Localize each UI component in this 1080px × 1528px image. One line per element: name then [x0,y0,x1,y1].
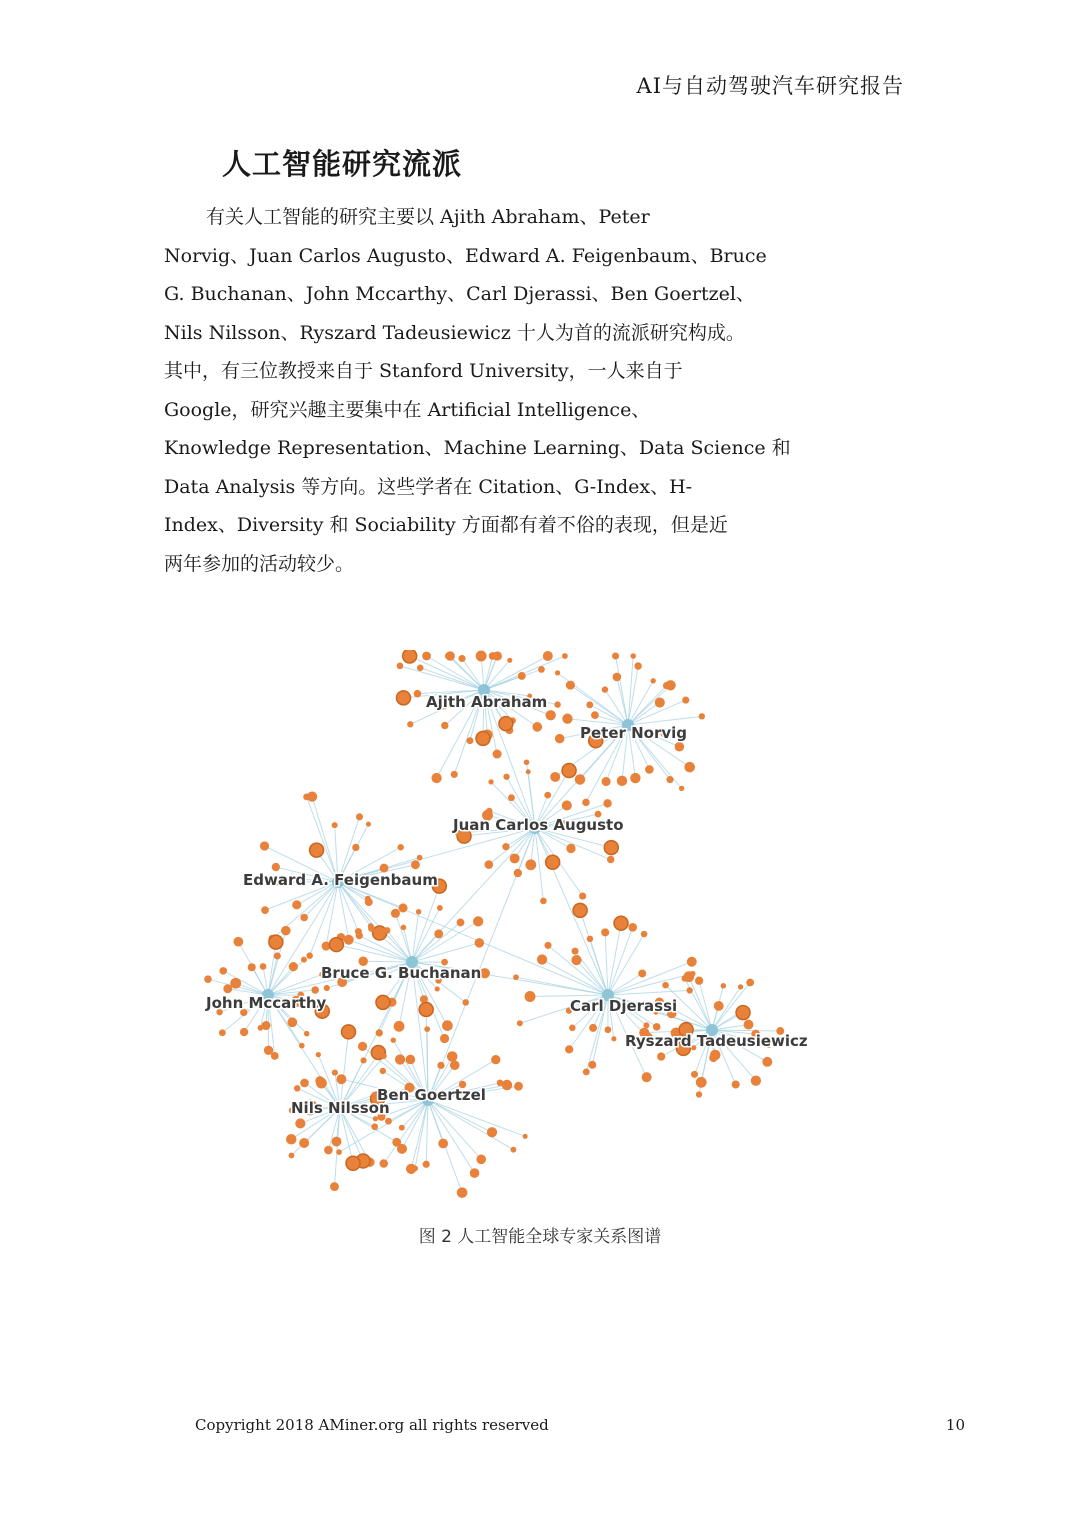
collaborator-node [762,1057,772,1067]
collaborator-node [360,1057,366,1063]
collaborator-node [299,1138,309,1148]
collaborator-node [628,923,637,932]
collaborator-node [260,963,267,970]
collaborator-node [554,701,560,707]
collaborator-node [422,652,431,661]
collaborator-node [368,925,374,931]
paragraph-line: 其中，有三位教授来自于 Stanford University，一人来自于 [164,360,683,382]
collaborator-node [537,954,547,964]
collaborator-node [311,986,319,994]
collaborator-node [488,779,493,784]
collaborator-node [475,938,485,948]
collaborator-node [476,731,490,745]
collaborator-node [562,800,572,810]
collaborator-node [310,843,324,857]
collaborator-node [299,1043,305,1049]
collaborator-edge [428,1100,525,1136]
collaborator-node [544,942,551,949]
collaborator-node [573,903,587,917]
collaborator-node [365,898,373,906]
collaborator-node [447,1051,458,1062]
collaborator-node [543,651,553,661]
collaborator-node [391,909,400,918]
collaborator-node [510,853,520,863]
collaborator-node [384,927,391,934]
collaborator-node [540,898,547,905]
collaborator-node [572,948,579,955]
collaborator-node [376,1029,383,1036]
collaborator-node [324,985,330,991]
collaborator-node [342,1025,356,1039]
paragraph-line: Index、Diversity 和 Sociability 方面都有着不俗的表现，但是近 [164,514,728,536]
collaborator-node [332,1137,342,1147]
collaborator-node [583,1068,590,1075]
expert-label: Ajith Abraham [426,693,548,711]
collaborator-node [417,664,424,671]
collaborator-node [487,1127,497,1137]
collaborator-node [502,843,509,850]
collaborator-node [666,776,673,783]
collaborator-node [219,967,227,975]
collaborator-node [571,955,581,965]
collaborator-node [653,1023,661,1031]
collaborator-node [356,932,363,939]
collaborator-node [591,711,599,719]
collaborator-node [445,652,452,659]
collaborator-edge [608,974,693,995]
collaborator-node [416,909,421,914]
collaborator-node [714,1001,724,1011]
collaborator-node [684,762,695,773]
collaborator-node [373,926,387,940]
collaborator-node [336,1149,342,1155]
collaborator-edge [410,656,484,690]
collaborator-node [435,986,440,991]
collaborator-node [431,773,441,783]
collaborator-node [526,769,531,774]
collaborator-node [687,957,697,967]
collaborator-node [546,855,560,869]
collaborator-node [499,717,513,731]
collaborator-node [240,1028,248,1036]
collaborator-node [466,737,473,744]
collaborator-node [346,1156,360,1170]
collaborator-node [679,786,684,791]
collaborator-node [587,936,593,942]
collaborator-edge [484,656,548,690]
collaborator-node [438,1139,448,1149]
collaborator-node [555,734,565,744]
expert-label: Edward A. Feigenbaum [243,871,438,889]
paragraph-line: Data Analysis 等方向。这些学者在 Citation、G-Index、H- [164,475,693,498]
collaborator-node [414,690,422,698]
collaborator-node [304,1031,310,1037]
collaborator-node [329,938,343,952]
collaborator-node [294,1085,300,1091]
collaborator-edge [340,1032,349,1108]
collaborator-node [440,1034,449,1043]
collaborator-node [392,1138,401,1147]
expert-network-graph [190,650,830,1200]
footer-copyright: Copyright 2018 AMiner.org all rights reserved [195,1416,549,1434]
collaborator-node [424,1026,430,1032]
collaborator-node [379,1159,388,1168]
collaborator-node [634,662,641,669]
collaborator-node [423,1161,430,1168]
expert-label: Juan Carlos Augusto [453,816,624,834]
collaborator-edge [608,927,633,995]
collaborator-node [546,710,556,720]
collaborator-node [373,1116,378,1121]
collaborator-node [261,906,269,914]
collaborator-node [732,1080,740,1088]
collaborator-node [451,771,458,778]
collaborator-edge [338,882,349,940]
collaborator-node [514,1082,523,1091]
collaborator-node [562,764,576,778]
collaborator-node [630,653,636,659]
collaborator-node [307,792,317,802]
collaborator-edge [608,962,692,995]
collaborator-node [391,1037,396,1042]
collaborator-edge [608,990,690,995]
collaborator-node [579,892,586,899]
collaborator-node [605,1026,612,1033]
collaborator-node [588,1061,596,1069]
collaborator-node [696,1077,707,1088]
collaborator-node [366,822,371,827]
collaborator-node [744,1020,754,1030]
collaborator-node [603,799,611,807]
expert-label: Bruce G. Buchanan [321,964,482,982]
collaborator-node [604,841,618,855]
collaborator-node [300,1079,309,1088]
collaborator-node [458,655,465,662]
collaborator-node [696,1091,702,1097]
collaborator-node [289,962,298,971]
collaborator-node [641,931,648,938]
collaborator-node [502,1080,513,1091]
collaborator-node [525,991,536,1002]
collaborator-node [508,794,515,801]
collaborator-node [738,984,743,989]
collaborator-node [401,925,407,931]
collaborator-node [566,844,575,853]
collaborator-node [272,863,280,871]
collaborator-node [630,773,640,783]
collaborator-node [524,759,530,765]
collaborator-node [491,1055,500,1064]
collaborator-node [397,844,403,850]
collaborator-node [565,1045,573,1053]
figure-caption: 图 2 人工智能全球专家关系图谱 [418,1227,662,1247]
collaborator-node [550,772,560,782]
collaborator-node [258,1025,264,1031]
paragraph-line: Google，研究兴趣主要集中在 Artificial Intelligence、 [164,398,651,421]
collaborator-node [513,974,519,980]
collaborator-node [412,1165,418,1171]
collaborator-node [286,1134,296,1144]
collaborator-node [525,859,536,870]
paragraph-line: Nils Nilsson、Ryszard Tadeusiewicz 十人为首的流派研究构成。 [164,321,745,344]
collaborator-node [419,1002,433,1016]
collaborator-node [344,935,354,945]
collaborator-node [395,1054,405,1064]
collaborator-node [397,663,404,670]
collaborator-node [602,686,608,692]
collaborator-node [741,1007,746,1012]
collaborator-node [442,1020,453,1031]
paragraph-line: 有关人工智能的研究主要以 Ajith Abraham、Peter [206,206,650,228]
collaborator-node [301,957,307,963]
collaborator-node [617,776,627,786]
collaborator-node [643,1022,649,1028]
collaborator-node [385,1118,392,1125]
collaborator-node [484,860,493,869]
collaborator-edge [484,656,565,690]
section-title: 人工智能研究流派 [222,147,463,181]
hub-link-edge [338,882,412,962]
expert-label: John Mccarthy [206,994,327,1012]
collaborator-node [219,1029,226,1036]
collaborator-node [601,928,609,936]
collaborator-node [476,1155,486,1165]
collaborator-node [233,937,243,947]
collaborator-node [562,714,572,724]
collaborator-node [403,650,417,663]
collaborator-node [407,721,413,727]
collaborator-node [316,1052,321,1057]
collaborator-node [396,691,410,705]
collaborator-node [602,777,611,786]
collaborator-node [330,1182,339,1191]
collaborator-node [493,750,502,759]
collaborator-node [650,678,655,683]
collaborator-node [260,841,269,850]
collaborator-node [614,916,628,930]
collaborator-node [437,1062,444,1069]
collaborator-node [514,869,522,877]
collaborator-edge [608,973,642,995]
collaborator-node [332,1070,338,1076]
collaborator-node [532,722,542,732]
collaborator-node [437,905,443,911]
collaborator-edge [628,656,633,725]
collaborator-node [657,1052,665,1060]
body-paragraph [164,198,791,583]
collaborator-node [555,670,560,675]
collaborator-node [746,979,754,987]
collaborator-node [248,963,256,971]
collaborator-node [682,697,689,704]
collaborator-node [281,926,291,936]
collaborator-node [371,1123,378,1130]
collaborator-edge [411,1100,428,1169]
expert-network-figure [190,650,830,1200]
collaborator-node [503,774,509,780]
collaborator-node [476,651,487,662]
collaborator-node [638,969,646,977]
collaborator-node [663,682,670,689]
collaborator-node [380,1068,386,1074]
collaborator-node [682,975,688,981]
collaborator-node [655,697,665,707]
collaborator-node [470,1168,480,1178]
collaborator-node [569,1025,576,1032]
collaborator-node [493,651,502,660]
collaborator-node [295,1118,305,1128]
collaborator-node [709,1054,717,1062]
collaborator-node [751,1076,761,1086]
collaborator-node [204,975,212,983]
collaborator-node [523,1134,528,1139]
collaborator-node [358,1042,367,1051]
collaborator-node [411,860,420,869]
collaborator-edge [312,797,338,882]
collaborator-node [582,799,589,806]
collaborator-edge [428,1100,481,1159]
paragraph-line: Norvig、Juan Carlos Augusto、Edward A. Feigenbaum、Bruce [164,244,767,267]
collaborator-node [695,977,703,985]
collaborator-node [332,822,338,828]
collaborator-node [507,658,512,663]
collaborator-node [457,919,465,927]
collaborator-node [274,952,281,959]
collaborator-node [316,1078,327,1089]
collaborator-node [287,1017,297,1027]
collaborator-edge [363,961,412,962]
collaborator-node [562,653,568,659]
collaborator-node [230,978,241,989]
collaborator-node [510,1147,516,1153]
collaborator-node [675,742,685,752]
collaborator-node [264,1046,273,1055]
collaborator-node [306,952,313,959]
collaborator-node [450,1060,460,1070]
collaborator-node [538,666,545,673]
collaborator-node [457,1187,468,1198]
collaborator-node [699,713,705,719]
page-number: 10 [945,1416,965,1434]
collaborator-node [434,929,443,938]
paragraph-line: G. Buchanan、John Mccarthy、Carl Djerassi、Ben Goertzel、 [164,283,755,305]
collaborator-node [607,856,614,863]
collaborator-node [406,1055,416,1065]
collaborator-node [324,1146,333,1155]
collaborator-edge [605,932,608,995]
expert-label: Peter Norvig [580,724,688,742]
collaborator-edge [384,1100,428,1163]
collaborator-node [613,673,622,682]
collaborator-node [518,672,526,680]
collaborator-node [399,1125,405,1131]
collaborator-node [352,844,359,851]
expert-label: Carl Djerassi [570,997,678,1015]
collaborator-node [269,935,283,949]
collaborator-node [642,1072,652,1082]
collaborator-node [376,995,390,1009]
paragraph-line: Knowledge Representation、Machine Learning、Data Science 和 [164,437,791,459]
collaborator-node [691,1071,698,1078]
expert-label: Nils Nilsson [291,1099,390,1117]
collaborator-node [289,1153,295,1159]
collaborator-edge [412,912,419,962]
running-header: AI与自动驾驶汽车研究报告 [636,74,904,98]
paragraph-line: 两年参加的活动较少。 [164,552,355,575]
collaborator-node [544,792,551,799]
collaborator-node [381,1053,387,1059]
collaborator-node [356,813,363,820]
collaborator-node [394,1021,405,1032]
collaborator-node [517,1020,523,1026]
collaborator-node [612,652,619,659]
collaborator-node [611,1036,616,1041]
collaborator-node [292,900,301,909]
collaborator-node [300,914,308,922]
collaborator-node [575,774,585,784]
collaborator-node [336,1074,346,1084]
expert-label: Ryszard Tadeusiewicz [625,1032,808,1050]
expert-label: Ben Goertzel [377,1086,486,1104]
collaborator-node [399,903,408,912]
collaborator-node [473,916,483,926]
collaborator-node [721,983,727,989]
collaborator-node [586,701,593,708]
collaborator-node [566,681,575,690]
collaborator-node [686,987,692,993]
collaborator-node [417,855,423,861]
collaborator-node [589,1024,597,1032]
collaborator-node [441,722,448,729]
collaborator-node [662,982,669,989]
collaborator-node [645,765,654,774]
collaborator-node [462,999,469,1006]
